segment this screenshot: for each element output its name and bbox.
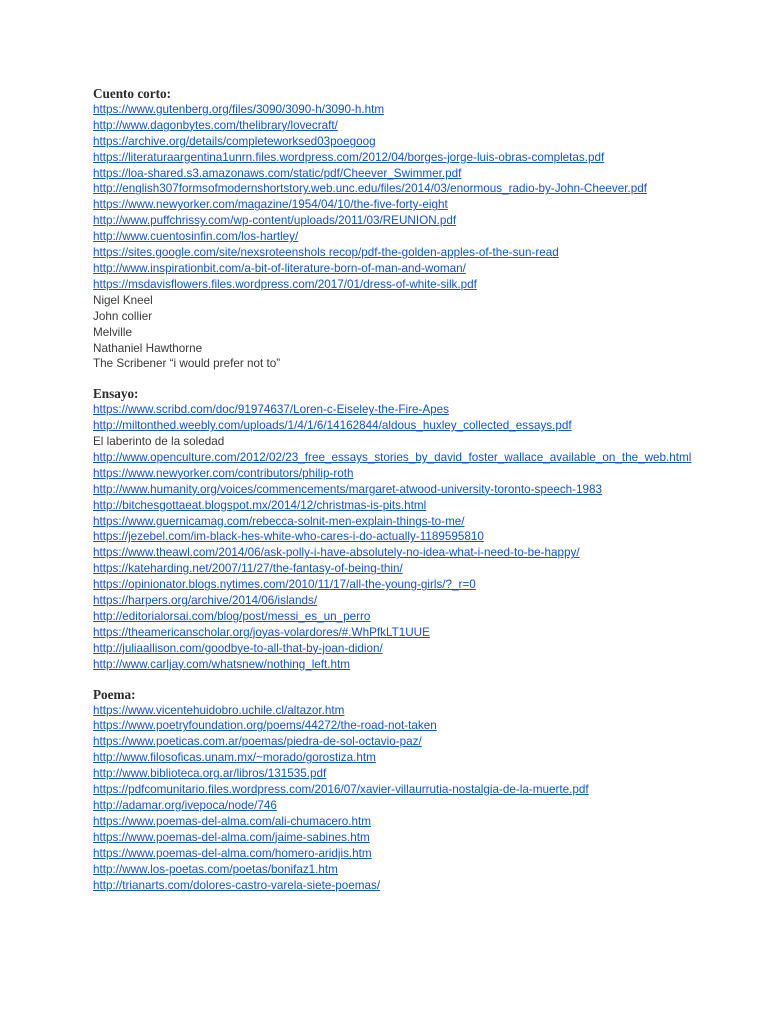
link-entry[interactable]: https://loa-shared.s3.amazonaws.com/static/pdf/Cheever_Swimmer.pdf bbox=[93, 166, 462, 180]
text-entry: El laberinto de la soledad bbox=[93, 435, 225, 449]
text-entry: The Scribener “i would prefer not to” bbox=[93, 357, 281, 371]
text-entry: Melville bbox=[93, 325, 132, 339]
link-entry[interactable]: https://www.gutenberg.org/files/3090/3090-h/3090-h.htm bbox=[93, 102, 385, 116]
link-entry[interactable]: http://miltonthed.weebly.com/uploads/1/4/1/6/14162844/aldous_huxley_collected_essays.pdf bbox=[93, 419, 572, 433]
link-entry[interactable]: https://www.newyorker.com/contributors/philip-roth bbox=[93, 466, 354, 480]
document-content bbox=[93, 86, 758, 893]
link-entry[interactable]: https://www.newyorker.com/magazine/1954/04/10/the-five-forty-eight bbox=[93, 198, 448, 212]
text-entry: Nigel Kneel bbox=[93, 293, 153, 307]
link-entry[interactable]: http://www.puffchrissy.com/wp-content/uploads/2011/03/REUNION.pdf bbox=[93, 214, 457, 228]
link-entry[interactable]: https://www.poetryfoundation.org/poems/44272/the-road-not-taken bbox=[93, 719, 437, 733]
link-entry[interactable]: http://www.carljay.com/whatsnew/nothing_left.htm bbox=[93, 657, 351, 671]
link-entry[interactable]: https://msdavisflowers.files.wordpress.com/2017/01/dress-of-white-silk.pdf bbox=[93, 277, 477, 291]
section-heading: Cuento corto: bbox=[93, 86, 172, 101]
link-entry[interactable]: https://www.vicentehuidobro.uchile.cl/altazor.htm bbox=[93, 703, 345, 717]
link-entry[interactable]: http://www.los-poetas.com/poetas/bonifaz1.htm bbox=[93, 862, 338, 876]
link-entry[interactable]: http://trianarts.com/dolores-castro-varela-siete-poemas/ bbox=[93, 878, 381, 892]
link-entry[interactable]: https://archive.org/details/completeworksed03poegoog bbox=[93, 134, 376, 148]
link-entry[interactable]: https://kateharding.net/2007/11/27/the-fantasy-of-being-thin/ bbox=[93, 562, 403, 576]
link-entry[interactable]: https://www.poemas-del-alma.com/ali-chumacero.htm bbox=[93, 814, 371, 828]
section-cuento-corto bbox=[93, 86, 758, 372]
link-entry[interactable]: https://www.poemas-del-alma.com/homero-aridjis.htm bbox=[93, 846, 372, 860]
link-entry[interactable]: https://www.scribd.com/doc/91974637/Loren-c-Eiseley-the-Fire-Apes bbox=[93, 403, 449, 417]
section-ensayo bbox=[93, 386, 758, 672]
section-heading: Poema: bbox=[93, 686, 136, 702]
link-entry[interactable]: http://editorialorsai.com/blog/post/messi_es_un_perro bbox=[93, 610, 371, 623]
link-entry[interactable]: https://www.guernicamag.com/rebecca-solnit-men-explain-things-to-me/ bbox=[93, 514, 465, 528]
link-entry[interactable]: http://www.biblioteca.org.ar/libros/131535.pdf bbox=[93, 767, 327, 781]
link-entry[interactable]: https://sites.google.com/site/nexsroteenshols recop/pdf-the-golden-apples-of-the-sun-read bbox=[93, 246, 559, 260]
link-entry[interactable]: http://adamar.org/ivepoca/node/746 bbox=[93, 798, 277, 812]
link-entry[interactable]: https://literaturaargentina1unrn.files.wordpress.com/2012/04/borges-jorge-luis-obras-completas.pdf bbox=[93, 150, 605, 164]
link-entry[interactable]: https://harpers.org/archive/2014/06/islands/ bbox=[93, 594, 318, 608]
section-heading: Ensayo: bbox=[93, 386, 139, 402]
text-entry: John collier bbox=[93, 309, 153, 323]
link-entry[interactable]: https://pdfcomunitario.files.wordpress.com/2016/07/xavier-villaurrutia-nostalgia-de-la-muerte.pdf bbox=[93, 783, 589, 797]
link-entry[interactable]: http://www.filosoficas.unam.mx/~morado/gorostiza.htm bbox=[93, 751, 376, 765]
link-entry[interactable]: http://www.openculture.com/2012/02/23_free_essays_stories_by_david_foster_wallace_available_on_the_web.html bbox=[93, 450, 692, 464]
link-entry[interactable]: http://juliaallison.com/goodbye-to-all-that-by-joan-didion/ bbox=[93, 641, 383, 655]
text-entry: Nathaniel Hawthorne bbox=[93, 341, 203, 355]
link-entry[interactable]: https://www.poeticas.com.ar/poemas/piedra-de-sol-octavio-paz/ bbox=[93, 735, 422, 749]
link-entry[interactable]: https://www.poemas-del-alma.com/jaime-sabines.htm bbox=[93, 830, 370, 844]
link-entry[interactable]: http://www.dagonbytes.com/thelibrary/lovecraft/ bbox=[93, 118, 338, 132]
link-entry[interactable]: http://www.humanity.org/voices/commencements/margaret-atwood-university-toronto-speech-1983 bbox=[93, 482, 603, 496]
link-entry[interactable]: http://bitchesgottaeat.blogspot.mx/2014/12/christmas-is-pits.html bbox=[93, 498, 427, 512]
link-entry[interactable]: https://theamericanscholar.org/joyas-volardores/#.WhPfkLT1UUE bbox=[93, 625, 430, 639]
link-entry[interactable]: http://english307formsofmodernshortstory.web.unc.edu/files/2014/03/enormous_radio-by-John-Cheever.pdf bbox=[93, 182, 647, 196]
link-entry[interactable]: https://jezebel.com/im-black-hes-white-who-cares-i-do-actually-1189595810 bbox=[93, 530, 484, 544]
link-entry[interactable]: http://www.cuentosinfin.com/los-hartley/ bbox=[93, 230, 299, 244]
section-poema bbox=[93, 687, 758, 894]
link-entry[interactable]: https://opinionator.blogs.nytimes.com/2010/11/17/all-the-young-girls/?_r=0 bbox=[93, 578, 476, 592]
link-entry[interactable]: https://www.theawl.com/2014/06/ask-polly-i-have-absolutely-no-idea-what-i-need-to-be-happy/ bbox=[93, 546, 580, 560]
link-entry[interactable]: http://www.inspirationbit.com/a-bit-of-literature-born-of-man-and-woman/ bbox=[93, 261, 466, 275]
